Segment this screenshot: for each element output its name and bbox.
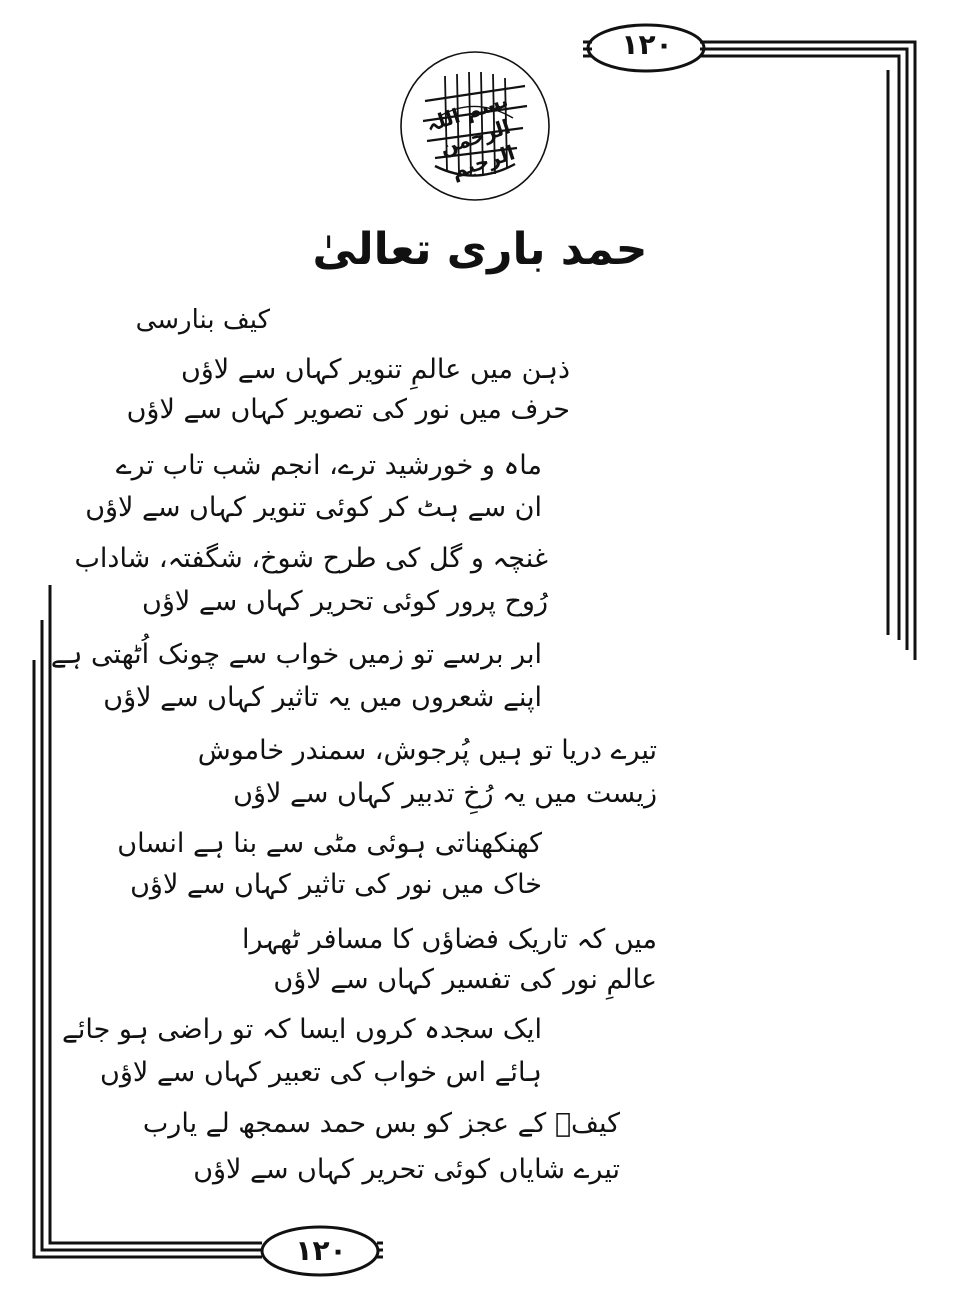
page-number-bottom: ١٢٠ bbox=[295, 1234, 347, 1267]
page-number-top: ١٢٠ bbox=[621, 28, 673, 61]
poem-line: ماہ و خورشید ترے، انجم شب تاب ترے bbox=[115, 450, 542, 481]
poem-line: کیفؔ کے عجز کو بس حمد سمجھ لے یارب bbox=[142, 1108, 620, 1139]
poem-line: ان سے ہٹ کر کوئی تنویر کہاں سے لاؤں bbox=[85, 492, 542, 523]
poem-line: ہائے اس خواب کی تعبیر کہاں سے لاؤں bbox=[99, 1057, 542, 1088]
poem-line: اپنے شعروں میں یہ تاثیر کہاں سے لاؤں bbox=[103, 682, 542, 713]
poem-line: خاک میں نور کی تاثیر کہاں سے لاؤں bbox=[130, 869, 542, 900]
poem-line: تیرے شایاں کوئی تحریر کہاں سے لاؤں bbox=[193, 1154, 620, 1185]
poem-line: غنچہ و گل کی طرح شوخ، شگفتہ، شاداب bbox=[74, 543, 548, 574]
poem-line: ذہن میں عالمِ تنویر کہاں سے لاؤں bbox=[180, 354, 570, 385]
poem-line: ایک سجدہ کروں ایسا کہ تو راضی ہو جائے bbox=[62, 1014, 542, 1045]
poem-line: میں کہ تاریک فضاؤں کا مسافر ٹھہرا bbox=[241, 924, 657, 955]
poem-line: حرف میں نور کی تصویر کہاں سے لاؤں bbox=[126, 394, 570, 425]
poem-line: رُوح پرور کوئی تحریر کہاں سے لاؤں bbox=[141, 586, 548, 617]
poet-name: کیف بنارسی bbox=[135, 305, 270, 335]
poem-line: زیست میں یہ رُخِ تدبیر کہاں سے لاؤں bbox=[233, 778, 657, 809]
poem-line: تیرے دریا تو ہیں پُرجوش، سمندر خاموش bbox=[197, 735, 657, 766]
poem-line: کھنکھناتی ہوئی مٹی سے بنا ہے انساں bbox=[117, 828, 542, 859]
poem-line: عالمِ نور کی تفسیر کہاں سے لاؤں bbox=[273, 964, 657, 995]
bismillah-text: بسم اللہ الرحمن الرحیم bbox=[422, 87, 518, 184]
page-title: حمد باری تعالیٰ bbox=[312, 224, 648, 275]
poem-line: ابر برسے تو زمیں خواب سے چونک اُٹھتی ہے bbox=[50, 639, 542, 670]
